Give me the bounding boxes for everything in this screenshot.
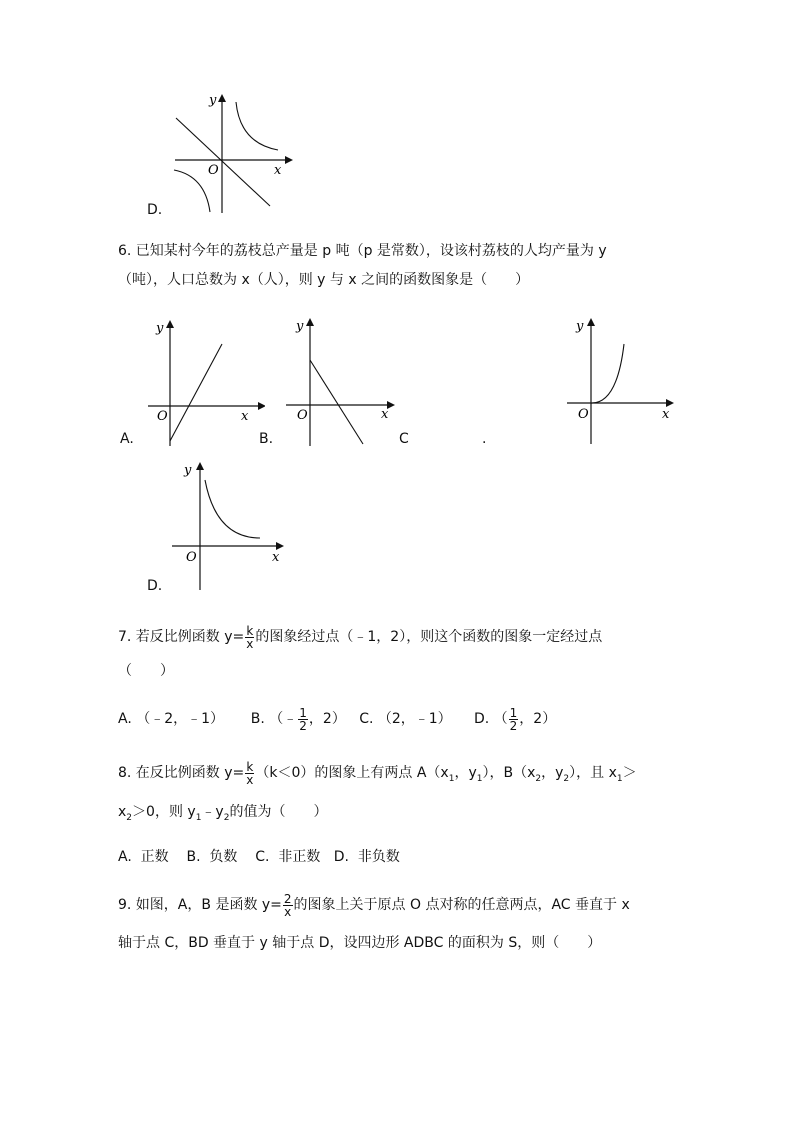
- q6-graph-d[interactable]: [170, 458, 290, 593]
- q6-option-d[interactable]: D.: [147, 578, 163, 594]
- q7-option-b[interactable]: B. （﹣ $\frac{1}{2}$ ，2）: [250, 705, 346, 733]
- q7-fraction: $\frac{k}{x}$: [246, 623, 254, 651]
- y-arrow: [218, 94, 226, 102]
- q5-option-d-label: D.: [147, 202, 163, 218]
- svg-text:O: O: [157, 409, 168, 424]
- decreasing-line: [310, 360, 363, 444]
- q6-line1: 6. 已知某村今年的荔枝总产量是 p 吨（p 是常数），设该村荔枝的人均产量为 y: [118, 243, 607, 259]
- q6-graph-b[interactable]: [283, 314, 398, 449]
- parabola: [591, 344, 624, 403]
- hyperbola-q3: [174, 170, 210, 212]
- hyperbola-branch: [205, 480, 260, 538]
- q6-option-b[interactable]: B.: [259, 431, 274, 447]
- svg-text:x: x: [241, 409, 249, 424]
- q7-options: [118, 704, 556, 734]
- q6-option-a[interactable]: A.: [120, 431, 134, 447]
- q7-line2: （ ）: [118, 663, 174, 679]
- q5-graph-d: [160, 88, 300, 218]
- svg-text:y: y: [184, 463, 192, 478]
- svg-text:O: O: [186, 550, 197, 565]
- q6-option-c[interactable]: C: [399, 431, 409, 447]
- q9-line1: 9. 如图，A，B 是函数 y= $\frac{2}{x}$ 的图象上关于原点 O 点对称的任意两点，AC 垂直于 x: [118, 891, 630, 919]
- q8-line1: 8. 在反比例函数 y= $\frac{k}{x}$ （k＜0）的图象上有两点 $A(x_1$，$y_1$），$B(x_2$，$y_2$），且 $x_1>$: [118, 759, 637, 787]
- q7-line1: 7. 若反比例函数 y= $\frac{k}{x}$ 的图象经过点（﹣1，2），则这个函数的图象一定经过点: [118, 623, 603, 651]
- x-arrow: [285, 156, 293, 164]
- svg-text:y: y: [576, 319, 584, 334]
- q6-line2: （吨），人口总数为 x（人），则 y 与 x 之间的函数图象是（ ）: [118, 272, 530, 288]
- x-label: x: [274, 163, 282, 178]
- svg-text:y: y: [156, 321, 164, 336]
- q7-option-d[interactable]: D. （ $\frac{1}{2}$ ，2）: [473, 705, 557, 733]
- q7-option-a[interactable]: A. （﹣2，﹣1）: [118, 711, 225, 727]
- q9-line2: 轴于点 C，BD 垂直于 y 轴于点 D，设四边形 ADBC 的面积为 S，则（ ）: [118, 935, 602, 951]
- q8-options[interactable]: A. 正数 B. 负数 C. 非正数 D. 非负数: [118, 849, 400, 865]
- increasing-line: [170, 344, 222, 441]
- svg-text:x: x: [272, 550, 280, 565]
- svg-text:O: O: [578, 407, 589, 422]
- q6-option-c-dot: .: [482, 431, 487, 447]
- svg-text:O: O: [297, 408, 308, 423]
- decreasing-line: [176, 118, 270, 206]
- y-label: y: [209, 93, 217, 108]
- hyperbola-q1: [236, 102, 278, 150]
- q6-graph-a[interactable]: [140, 314, 265, 449]
- svg-text:y: y: [296, 319, 304, 334]
- svg-text:x: x: [381, 407, 389, 422]
- origin-label: O: [208, 163, 219, 178]
- q8-line2: $x_2>0$，则 $y_1﹣y_2$的值为（ ）: [118, 804, 328, 823]
- svg-text:x: x: [662, 407, 670, 422]
- q7-option-c[interactable]: C. （2，﹣1）: [359, 711, 452, 727]
- q6-graph-c[interactable]: [562, 312, 677, 447]
